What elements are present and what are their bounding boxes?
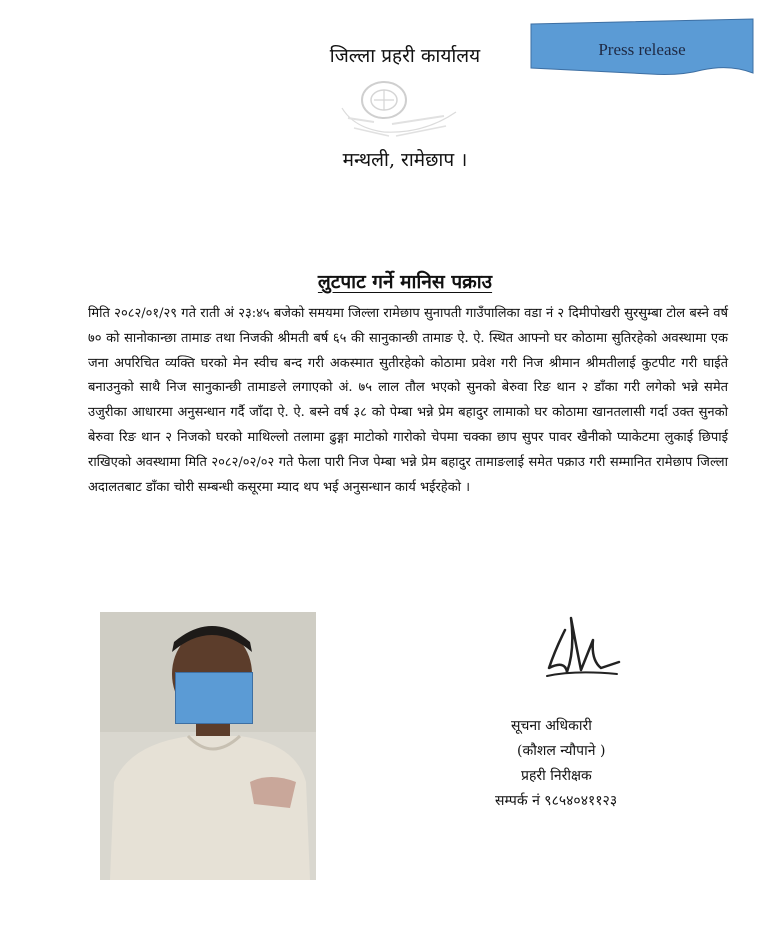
- signatory-name: (कौशल न्यौपाने ): [517, 743, 606, 759]
- press-release-label: Press release: [598, 40, 686, 59]
- police-seal-icon: [334, 78, 464, 142]
- signatory-block: [495, 714, 735, 814]
- signatory-title: सूचना अधिकारी: [511, 718, 592, 734]
- press-release-tag: [530, 18, 754, 78]
- signatory-contact: सम्पर्क नं ९८५४०४११२३: [495, 793, 618, 809]
- signatory-rank: प्रहरी निरीक्षक: [521, 768, 592, 784]
- headline-text: लुटपाट गर्ने मानिस पक्राउ: [317, 271, 493, 293]
- article-headline: [200, 268, 610, 294]
- article-body: मिति २०८२/०१/२९ गते राती अं २३:४५ बजेको समयमा जिल्ला रामेछाप सुनापती गाउँपालिका वडा नं २ दिमीपोखरी सुरसुम्बा टोल बस्ने वर्ष ७० को सानोकान्छा तामाङ तथा निजकी श्रीमती बर्ष ६५ की सानुकान्छी तामाङ ऐ. ऐ. स्थित आफ्नो घर कोठामा सुतिरहेको अवस्थामा एक जना अपरिचित व्यक्ति घरको मेन स्वीच बन्द गरी अकस्मात सुतीरहेको कोठामा प्रवेश गरी निज श्रीमान श्रीमतीलाई कुटपीट गरी घाईते बनाउनुको साथै निज सानुकान्छी तामाङले लगाएको अं. ७५ लाल तौल भएको सुनको बेरुवा रिङ थान २ डाँका गरी लगेको भन्ने समेत उजुरीका आधारमा अनुसन्धान गर्दै जाँदा ऐ. ऐ. बस्ने वर्ष ३८ को पेम्बा भन्ने प्रेम बहादुर लामाको घर कोठामा खानतलासी गर्दा उक्त सुनको बेरुवा रिङ थान २ निजको घरको माथिल्लो तलामा ढुङ्गा माटोको गारोको चेपमा चक्का छाप सुपर पावर खैनीको प्याकेटमा लुकाई छिपाई राखिएको अवस्थामा मिति २०८२/०२/०२ गते फेला पारी निज पेम्बा भन्ने प्रेम बहादुर तामाङलाई समेत पक्राउ गरी सम्मानित रामेछाप जिल्ला अदालतबाट डाँका चोरी सम्बन्धी कसूरमा म्याद थप भई अनुसन्धान कार्य भईरहेको ।: [88, 306, 728, 495]
- face-mask-icon: [175, 672, 253, 724]
- arrested-person-photo: [100, 612, 316, 880]
- office-location: मन्थली, रामेछाप ।: [342, 149, 468, 171]
- signature-icon: [535, 610, 625, 690]
- office-name: जिल्ला प्रहरी कार्यालय: [329, 45, 481, 67]
